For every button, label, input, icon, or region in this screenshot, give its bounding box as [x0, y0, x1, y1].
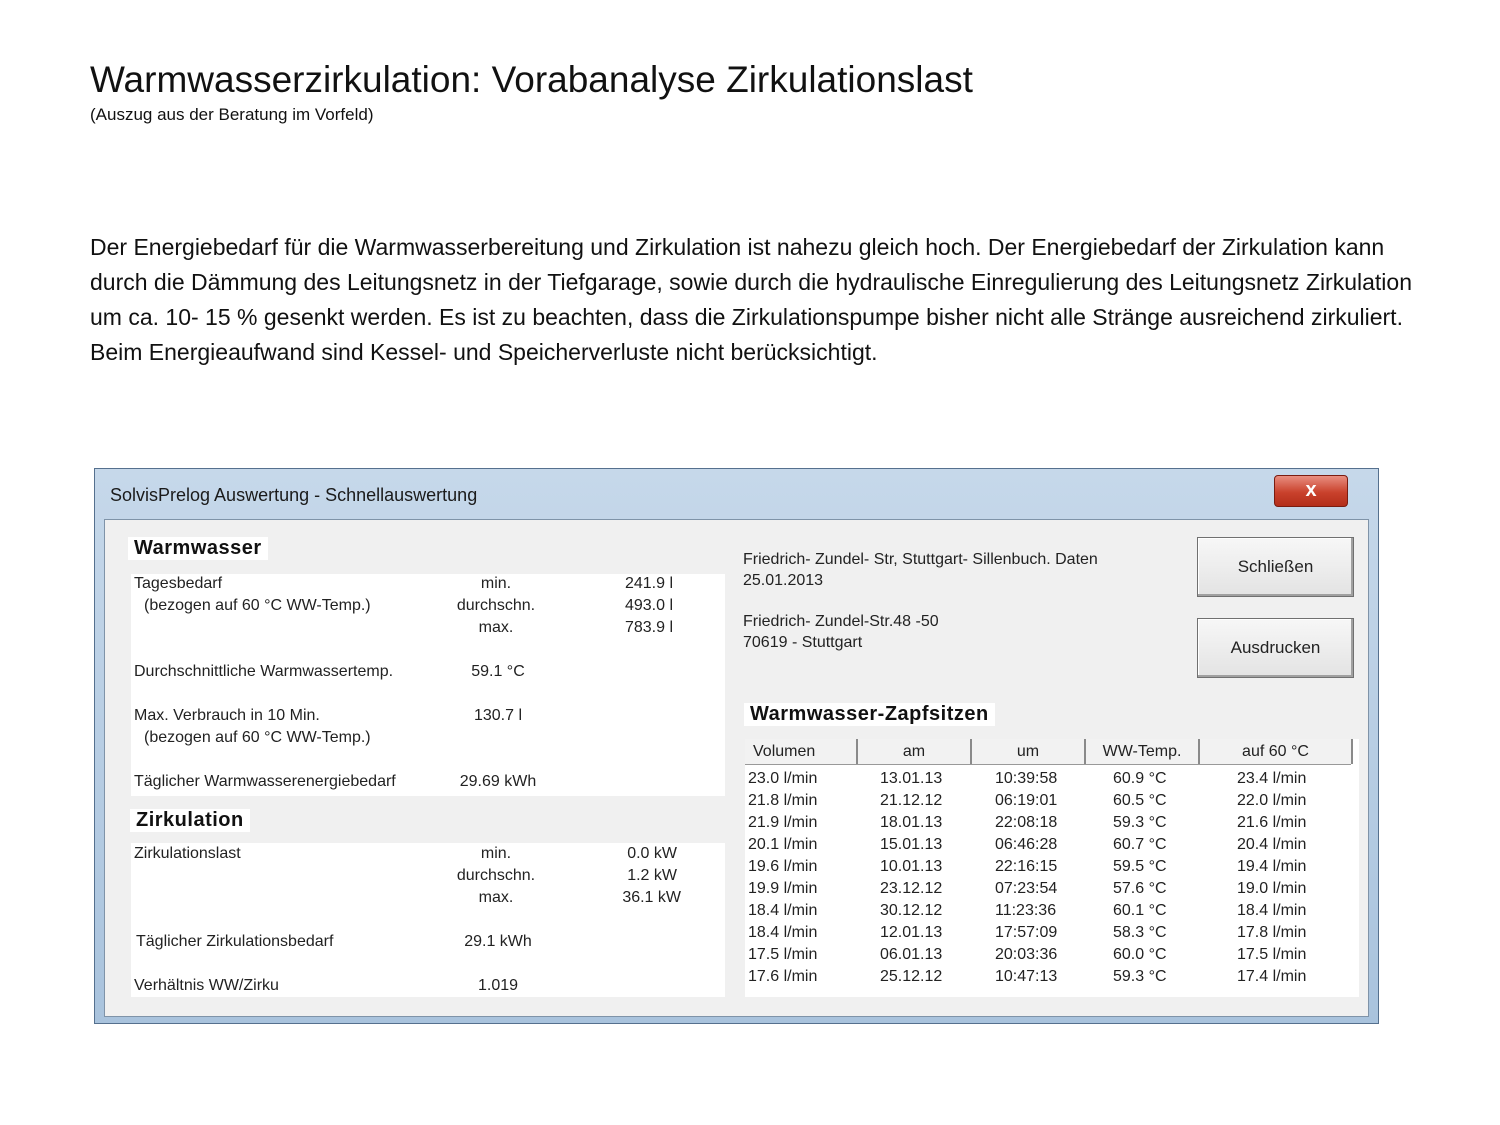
zapfsitzen-table[interactable] [745, 739, 1359, 997]
table-row[interactable] [745, 900, 1351, 922]
cell-ww-temp: 59.5 °C [1113, 858, 1167, 875]
max10-sub-label: (bezogen auf 60 °C WW-Temp.) [144, 729, 371, 746]
zirk-daily-label: Täglicher Zirkulationsbedarf [136, 933, 334, 950]
cell-um: 10:47:13 [995, 968, 1058, 985]
cell-ww-temp: 60.0 °C [1113, 946, 1167, 963]
zirk-max-value: 36.1 kW [622, 889, 681, 906]
zirk-min-label: min. [480, 845, 512, 862]
avg-temp-value: 59.1 °C [471, 663, 525, 680]
slide-subtitle: (Auszug aus der Beratung im Vorfeld) [90, 105, 374, 124]
cell-um: 06:46:28 [995, 836, 1058, 853]
table-row[interactable] [745, 966, 1351, 988]
column-header-volumen[interactable]: Volumen [745, 739, 858, 764]
ratio-value: 1.019 [477, 977, 519, 994]
tagesbedarf-sub-label: (bezogen auf 60 °C WW-Temp.) [144, 597, 371, 614]
tagesbedarf-max-value: 783.9 l [624, 619, 673, 636]
window-client-area [104, 519, 1369, 1017]
cell-volumen: 19.6 l/min [748, 858, 818, 875]
cell-am: 13.01.13 [880, 770, 943, 787]
cell-am: 06.01.13 [880, 946, 943, 963]
table-row[interactable] [745, 878, 1351, 900]
cell-am: 12.01.13 [880, 924, 943, 941]
cell-am: 23.12.12 [880, 880, 943, 897]
table-row[interactable] [745, 944, 1351, 966]
tagesbedarf-max-label: max. [478, 619, 514, 636]
cell-auf-60: 18.4 l/min [1237, 902, 1307, 919]
info-street: Friedrich- Zundel-Str.48 -50 [743, 613, 939, 630]
window-close-button[interactable]: x [1274, 475, 1348, 507]
tagesbedarf-avg-value: 493.0 l [624, 597, 673, 614]
cell-um: 07:23:54 [995, 880, 1058, 897]
cell-volumen: 19.9 l/min [748, 880, 818, 897]
ww-energy-label: Täglicher Warmwasserenergiebedarf [134, 773, 396, 790]
cell-um: 06:19:01 [995, 792, 1058, 809]
tagesbedarf-min-value: 241.9 l [624, 575, 673, 592]
cell-volumen: 18.4 l/min [748, 924, 818, 941]
zirkulation-panel [131, 843, 725, 997]
cell-auf-60: 20.4 l/min [1237, 836, 1307, 853]
cell-volumen: 18.4 l/min [748, 902, 818, 919]
cell-um: 20:03:36 [995, 946, 1058, 963]
zirk-min-value: 0.0 kW [627, 845, 677, 862]
table-row[interactable] [745, 790, 1351, 812]
app-window [94, 468, 1379, 1024]
cell-auf-60: 23.4 l/min [1237, 770, 1307, 787]
cell-um: 17:57:09 [995, 924, 1058, 941]
cell-auf-60: 21.6 l/min [1237, 814, 1307, 831]
cell-um: 10:39:58 [995, 770, 1058, 787]
zirk-daily-value: 29.1 kWh [464, 933, 532, 950]
warmwasser-panel [131, 574, 725, 796]
table-row[interactable] [745, 768, 1351, 790]
cell-auf-60: 19.4 l/min [1237, 858, 1307, 875]
cell-ww-temp: 60.7 °C [1113, 836, 1167, 853]
ratio-label: Verhältnis WW/Zirku [134, 977, 279, 994]
info-address-line1: Friedrich- Zundel- Str, Stuttgart- Sillenbuch. Daten [743, 551, 1098, 568]
zirk-avg-label: durchschn. [456, 867, 536, 884]
cell-auf-60: 17.4 l/min [1237, 968, 1307, 985]
cell-am: 25.12.12 [880, 968, 943, 985]
column-header-ww-temp[interactable]: WW-Temp. [1086, 739, 1200, 764]
table-row[interactable] [745, 922, 1351, 944]
cell-ww-temp: 58.3 °C [1113, 924, 1167, 941]
window-title: SolvisPrelog Auswertung - Schnellauswertung [110, 485, 478, 505]
schliessen-button[interactable]: Schließen [1197, 537, 1354, 597]
warmwasser-group-title: Warmwasser [128, 537, 268, 560]
zirkulationslast-label: Zirkulationslast [134, 845, 241, 862]
zapfsitzen-group-title: Warmwasser-Zapfsitzen [744, 703, 995, 726]
cell-auf-60: 19.0 l/min [1237, 880, 1307, 897]
table-header [745, 739, 1351, 765]
cell-volumen: 21.8 l/min [748, 792, 818, 809]
cell-um: 11:23:36 [995, 902, 1057, 919]
slide-body-text: Der Energiebedarf für die Warmwasserbereitung und Zirkulation ist nahezu gleich hoch. Der Energiebedarf der Zirkulation kann durch die Dämmung des Leitungsnetz in der Tiefgarage, sowie durch die hydraulische Einregulierung des Leitungsnetz Zirkulation um ca. 10- 15 % gesenkt werden. Es ist zu beachten, dass die Zirkulationspumpe bisher nicht alle Stränge ausreichend zirkuliert. Beim Energieaufwand sind Kessel- und Speicherverluste nicht berücksichtigt. [90, 234, 1412, 365]
cell-am: 18.01.13 [880, 814, 943, 831]
zirkulation-group-title: Zirkulation [130, 809, 250, 832]
cell-volumen: 23.0 l/min [748, 770, 818, 787]
cell-am: 21.12.12 [880, 792, 943, 809]
column-header-um[interactable]: um [972, 739, 1086, 764]
zirk-avg-value: 1.2 kW [627, 867, 677, 884]
avg-temp-label: Durchschnittliche Warmwassertemp. [134, 663, 394, 680]
cell-volumen: 17.6 l/min [748, 968, 818, 985]
cell-auf-60: 17.8 l/min [1237, 924, 1307, 941]
table-row[interactable] [745, 856, 1351, 878]
zirk-max-label: max. [478, 889, 514, 906]
info-city: 70619 - Stuttgart [743, 634, 863, 651]
cell-volumen: 21.9 l/min [748, 814, 818, 831]
cell-volumen: 17.5 l/min [748, 946, 818, 963]
cell-ww-temp: 59.3 °C [1113, 968, 1167, 985]
cell-ww-temp: 59.3 °C [1113, 814, 1167, 831]
info-date: 25.01.2013 [743, 572, 824, 589]
cell-am: 15.01.13 [880, 836, 943, 853]
max10-value: 130.7 l [473, 707, 523, 724]
column-header-auf-60[interactable]: auf 60 °C [1200, 739, 1353, 764]
ausdrucken-button[interactable]: Ausdrucken [1197, 618, 1354, 678]
cell-um: 22:08:18 [995, 814, 1058, 831]
cell-volumen: 20.1 l/min [748, 836, 818, 853]
column-header-am[interactable]: am [858, 739, 972, 764]
cell-am: 30.12.12 [880, 902, 943, 919]
cell-auf-60: 22.0 l/min [1237, 792, 1307, 809]
cell-auf-60: 17.5 l/min [1237, 946, 1307, 963]
cell-ww-temp: 60.1 °C [1113, 902, 1167, 919]
ww-energy-value: 29.69 kWh [459, 773, 537, 790]
cell-um: 22:16:15 [995, 858, 1058, 875]
table-row[interactable] [745, 812, 1351, 834]
tagesbedarf-label: Tagesbedarf [134, 575, 223, 592]
max10-label: Max. Verbrauch in 10 Min. [134, 707, 320, 724]
tagesbedarf-avg-label: durchschn. [456, 597, 536, 614]
table-row[interactable] [745, 834, 1351, 856]
cell-ww-temp: 57.6 °C [1113, 880, 1167, 897]
slide-title: Warmwasserzirkulation: Vorabanalyse Zirkulationslast [90, 59, 973, 100]
cell-ww-temp: 60.9 °C [1113, 770, 1167, 787]
cell-ww-temp: 60.5 °C [1113, 792, 1167, 809]
tagesbedarf-min-label: min. [480, 575, 512, 592]
cell-am: 10.01.13 [880, 858, 943, 875]
